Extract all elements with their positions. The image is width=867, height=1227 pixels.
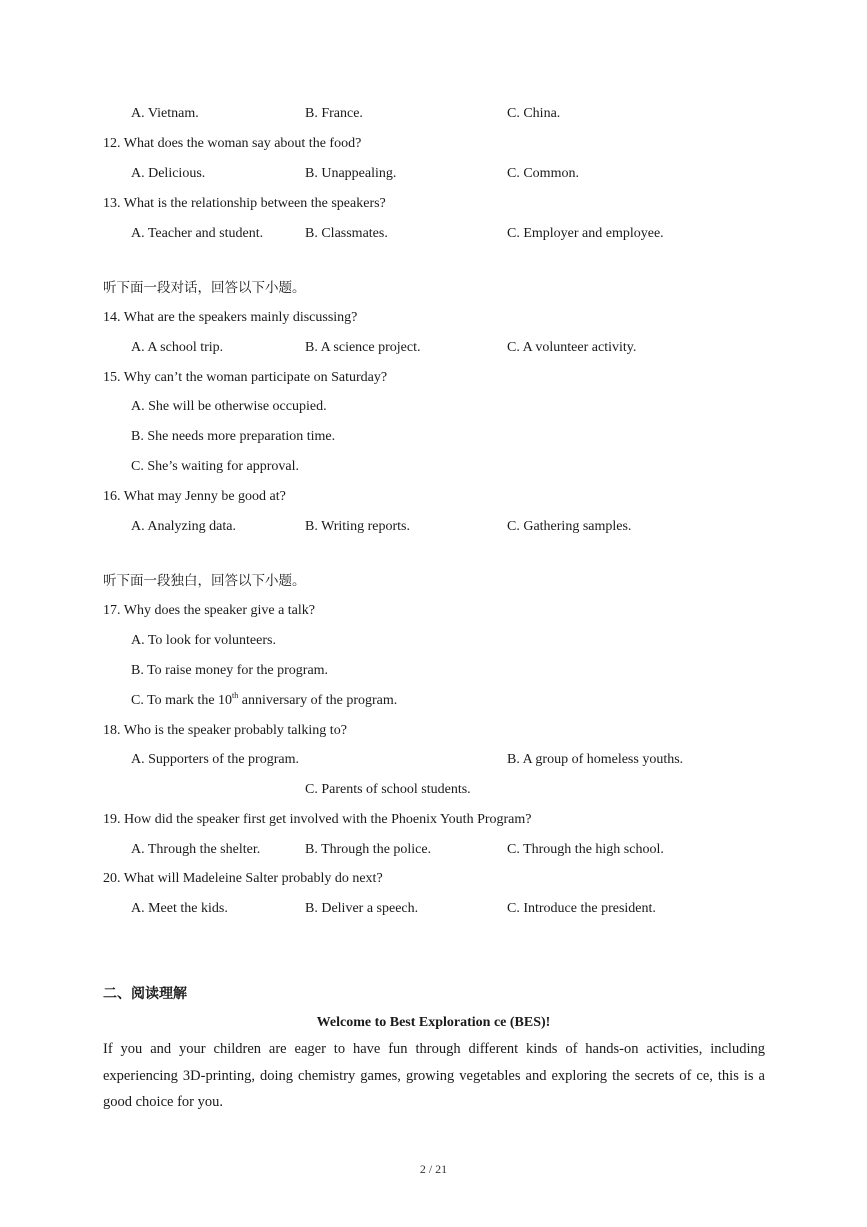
q12-option-c: C. Common. (507, 166, 579, 181)
q13-option-b: B. Classmates. (305, 226, 388, 241)
q14-option-a: A. A school trip. (131, 340, 224, 355)
q11-option-a: A. Vietnam. (131, 106, 199, 121)
dialogue-instruction: 听下面一段对话，回答以下小题。 (103, 280, 306, 296)
q19-option-b: B. Through the police. (305, 842, 432, 857)
q11-option-b: B. France. (305, 106, 363, 121)
page-number: 2 / 21 (419, 1162, 448, 1176)
q13-option-c: C. Employer and employee. (507, 226, 664, 241)
q20-option-a: A. Meet the kids. (131, 901, 228, 916)
q20-question: 20. What will Madeleine Salter probably do next? (103, 871, 383, 886)
q14-question: 14. What are the speakers mainly discussing? (103, 310, 358, 325)
q17-option-c-prefix: C. To mark the 10 (131, 693, 233, 708)
q14-option-c: C. A volunteer activity. (507, 340, 637, 355)
q13-option-a: A. Teacher and student. (131, 226, 264, 241)
q12-option-a: A. Delicious. (131, 166, 206, 181)
monologue-instruction: 听下面一段独白，回答以下小题。 (103, 573, 306, 589)
q12-question: 12. What does the woman say about the food? (103, 136, 362, 151)
q15-option-c: C. She’s waiting for approval. (131, 459, 299, 474)
q17-option-c-suffix: anniversary of the program. (238, 693, 398, 708)
q14-option-b: B. A science project. (305, 340, 421, 355)
passage-title: Welcome to Best Exploration ce (BES)! (316, 1015, 551, 1030)
q16-option-a: A. Analyzing data. (131, 519, 236, 534)
q20-option-b: B. Deliver a speech. (305, 901, 419, 916)
q15-option-b: B. She needs more preparation time. (131, 429, 336, 444)
q17-option-a: A. To look for volunteers. (131, 633, 276, 648)
q17-option-b: B. To raise money for the program. (131, 663, 329, 678)
q18-option-c: C. Parents of school students. (305, 782, 471, 797)
q17-question: 17. Why does the speaker give a talk? (103, 603, 316, 618)
q16-option-b: B. Writing reports. (305, 519, 410, 534)
q11-option-c: C. China. (507, 106, 561, 121)
q19-option-c: C. Through the high school. (507, 842, 664, 857)
q18-option-b: B. A group of homeless youths. (507, 752, 684, 767)
q20-option-c: C. Introduce the president. (507, 901, 656, 916)
section-heading: 二、阅读理解 (103, 986, 187, 1002)
q18-question: 18. Who is the speaker probably talking to? (103, 723, 347, 738)
q19-option-a: A. Through the shelter. (131, 842, 261, 857)
q15-question: 15. Why can’t the woman participate on Saturday? (103, 370, 388, 385)
q19-question: 19. How did the speaker first get involved with the Phoenix Youth Program? (103, 812, 532, 827)
q15-option-a: A. She will be otherwise occupied. (131, 399, 327, 414)
q17-option-c-superscript: th (232, 691, 239, 700)
passage-paragraph: If you and your children are eager to have fun through different kinds of hands-on activities, including experiencing 3D-printing, doing chemistry games, growing vegetables and exploring the secrets of ce, this is a good choice for you. (103, 1041, 765, 1110)
q16-option-c: C. Gathering samples. (507, 519, 632, 534)
q17-option-c (131, 692, 397, 710)
q12-option-b: B. Unappealing. (305, 166, 397, 181)
q13-question: 13. What is the relationship between the speakers? (103, 196, 386, 211)
q18-option-a: A. Supporters of the program. (131, 752, 299, 767)
q16-question: 16. What may Jenny be good at? (103, 489, 286, 504)
